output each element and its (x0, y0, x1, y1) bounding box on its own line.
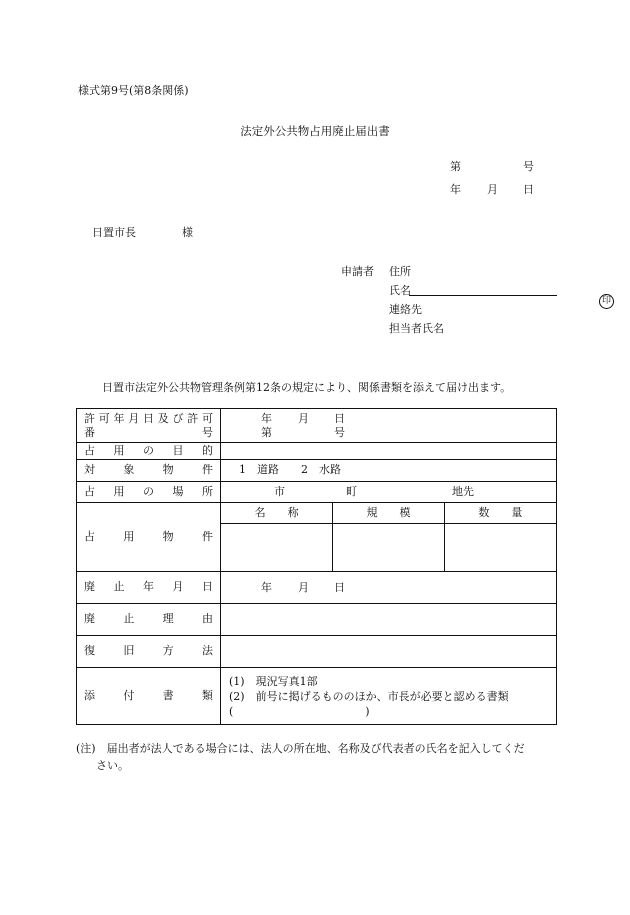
label-char: 的 (202, 443, 213, 457)
footnote-line-1: (注) 届出者が法人である場合には、法人の所在地、名称及び代表者の氏名を記入してくだ (76, 742, 525, 755)
reason-field[interactable] (221, 604, 557, 636)
label-char: 法 (201, 644, 213, 658)
items-header-qty: 数 量 (444, 503, 556, 524)
label-char: 許 (84, 411, 95, 425)
items-name-field[interactable] (221, 524, 333, 572)
address-label: 住所 (389, 265, 411, 278)
items-qty-field[interactable] (444, 524, 556, 572)
label-char: 対 (84, 463, 95, 477)
date-month: 月 (487, 183, 498, 196)
label-char: 占 (84, 443, 95, 457)
number-suffix: 号 (523, 160, 534, 173)
permit-day: 日 (334, 411, 345, 425)
place-row (77, 482, 557, 503)
label-char: 年 (143, 580, 154, 594)
items-label (77, 503, 221, 572)
form-number: 様式第9号(第8条関係) (78, 84, 189, 97)
staff-name-label: 担当者氏名 (389, 322, 444, 335)
items-grid (221, 503, 557, 572)
place-city: 市 (274, 485, 285, 498)
restore-row (77, 636, 557, 668)
footnote (76, 740, 562, 774)
label-char: 用 (123, 529, 135, 543)
permit-no-prefix: 第 (261, 425, 272, 439)
items-size-field[interactable] (333, 524, 445, 572)
label-char: び (172, 411, 184, 425)
restore-label (77, 636, 221, 668)
purpose-label (77, 443, 221, 460)
abolish-date-row (77, 572, 557, 604)
abolish-month: 月 (298, 581, 309, 594)
place-label (77, 482, 221, 503)
date-year: 年 (450, 183, 461, 196)
attachment-item: ( ) (229, 704, 370, 718)
permit-no-suffix: 号 (334, 425, 345, 439)
attachment-item: (1) 現況写真1部 (229, 674, 318, 688)
number-prefix: 第 (450, 160, 461, 173)
label-char: 用 (113, 443, 125, 457)
label-char: 旧 (123, 644, 135, 658)
abolish-date-field[interactable] (221, 572, 557, 604)
label-char: 件 (201, 529, 213, 543)
label-char: 象 (123, 463, 135, 477)
label-char: 許 (187, 411, 199, 425)
label-char: 号 (202, 425, 213, 439)
label-char: 月 (128, 411, 140, 425)
reason-label (77, 604, 221, 636)
abolish-day: 日 (334, 581, 345, 594)
label-char: 可 (202, 411, 213, 425)
attach-row (77, 668, 557, 725)
object-value[interactable]: 1 道路 2 水路 (221, 460, 557, 482)
label-char: 方 (162, 644, 174, 658)
label-char: 月 (172, 580, 184, 594)
label-char: 由 (201, 612, 213, 626)
label-char: 占 (84, 529, 95, 543)
reason-row (77, 604, 557, 636)
label-char: 付 (123, 688, 135, 702)
document-title: 法定外公共物占用廃止届出書 (240, 124, 390, 138)
label-char: 年 (113, 411, 125, 425)
intro-text: 日置市法定外公共物管理条例第12条の規定により、関係書類を添えて届け出ます。 (102, 381, 512, 394)
label-char: 占 (84, 484, 95, 498)
label-char: 場 (172, 484, 184, 498)
date-day: 日 (523, 183, 534, 196)
abolish-year: 年 (261, 581, 272, 594)
form-table (76, 408, 557, 725)
label-char: 廃 (84, 612, 95, 626)
permit-label (77, 409, 221, 443)
attachment-item: (2) 前号に掲げるもののほか、市長が必要と認める書類 (229, 689, 509, 703)
items-header-name: 名 称 (221, 503, 333, 524)
addressee-mayor: 日置市長 (92, 226, 136, 239)
permit-value[interactable] (221, 409, 557, 443)
name-label: 氏名 (389, 284, 411, 297)
label-char: 止 (123, 612, 135, 626)
object-row (77, 460, 557, 482)
label-char: 類 (201, 688, 213, 702)
footnote-line-2: さい。 (96, 759, 129, 772)
place-lot: 地先 (452, 485, 474, 498)
name-field[interactable] (409, 295, 611, 306)
label-char: 廃 (84, 580, 95, 594)
applicant-role: 申請者 (341, 265, 374, 278)
label-char: 書 (162, 688, 174, 702)
label-char: 物 (162, 529, 174, 543)
label-char: 日 (143, 411, 154, 425)
label-char: の (143, 443, 154, 457)
label-char: 番 (84, 425, 95, 439)
label-char: の (143, 484, 154, 498)
permit-month: 月 (298, 411, 309, 425)
label-char: 復 (84, 644, 95, 658)
place-town: 町 (346, 485, 357, 498)
seal-mark: 印 (599, 294, 614, 309)
contact-label: 連絡先 (389, 303, 422, 316)
label-char: 目 (172, 443, 184, 457)
label-char: 所 (202, 484, 213, 498)
permit-year: 年 (261, 411, 272, 425)
label-char: 止 (113, 580, 125, 594)
addressee-honorific: 様 (182, 226, 193, 239)
label-char: 日 (202, 580, 213, 594)
object-label (77, 460, 221, 482)
label-char: 用 (113, 484, 125, 498)
permit-row (77, 409, 557, 443)
label-char: 理 (162, 612, 174, 626)
label-char: 件 (201, 463, 213, 477)
attach-field[interactable] (221, 668, 557, 725)
label-char: 添 (84, 688, 95, 702)
place-field[interactable] (221, 482, 557, 503)
label-char: 物 (162, 463, 174, 477)
purpose-row (77, 443, 557, 460)
abolish-date-label (77, 572, 221, 604)
attach-label (77, 668, 221, 725)
items-header-size: 規 模 (333, 503, 445, 524)
label-char: 可 (98, 411, 110, 425)
restore-field[interactable] (221, 636, 557, 668)
label-char: 及 (157, 411, 169, 425)
purpose-field[interactable] (221, 443, 557, 460)
items-row (77, 503, 557, 572)
